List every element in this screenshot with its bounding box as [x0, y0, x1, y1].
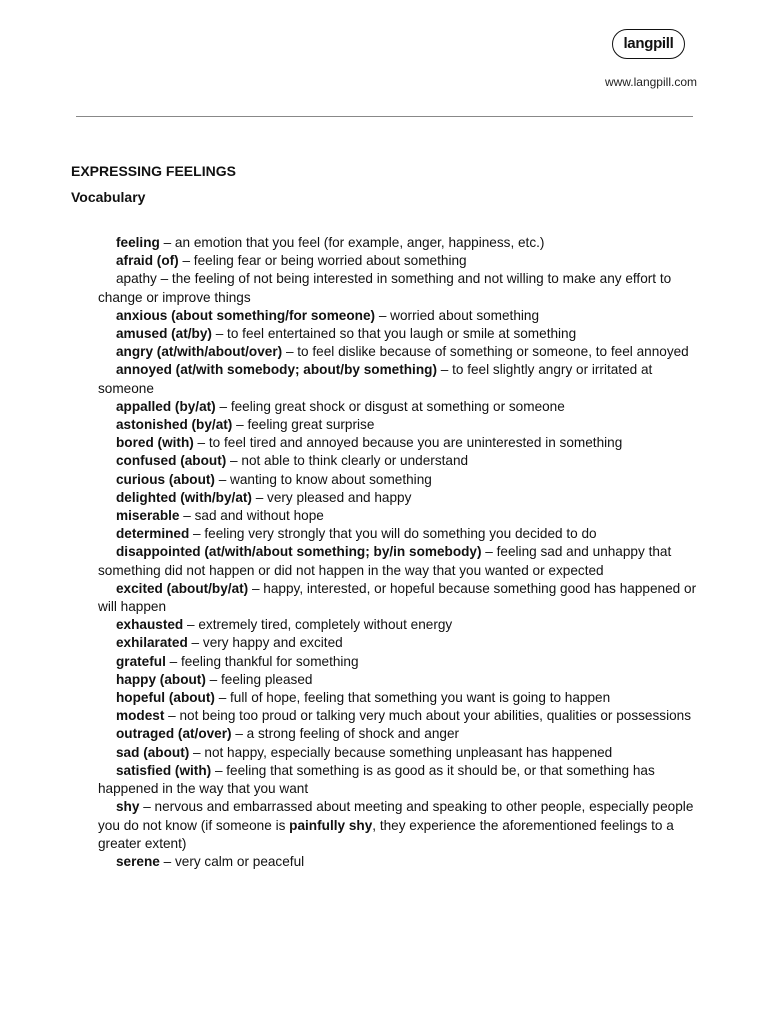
vocabulary-entry [98, 853, 698, 871]
entry-term: astonished (by/at) [116, 417, 233, 433]
vocabulary-entry [98, 762, 698, 798]
entry-term: hopeful (about) [116, 690, 215, 706]
entry-definition-continued: , they experience the aforementioned feelings to a greater extent) [98, 817, 674, 851]
entry-definition: – a strong feeling of shock and anger [231, 726, 460, 742]
vocabulary-entry [98, 361, 698, 397]
entry-term: grateful [116, 653, 166, 669]
vocabulary-list [98, 234, 698, 871]
entry-definition: – very pleased and happy [251, 489, 412, 505]
vocabulary-entry [98, 525, 698, 543]
entry-term: afraid (of) [116, 253, 179, 269]
entry-term: miserable [116, 508, 180, 524]
vocabulary-entry [98, 798, 698, 853]
entry-definition: – very happy and excited [187, 635, 343, 651]
entry-term: excited (about/by/at) [116, 580, 249, 596]
entry-term: outraged (at/over) [116, 726, 232, 742]
section-title: Vocabulary [71, 189, 146, 205]
entry-definition: – not happy, especially because something unpleasant has happened [189, 744, 613, 760]
vocabulary-entry [98, 744, 698, 762]
vocabulary-entry [98, 307, 698, 325]
entry-definition: – full of hope, feeling that something you want is going to happen [214, 690, 611, 706]
entry-term: confused (about) [116, 453, 227, 469]
vocabulary-entry [98, 689, 698, 707]
site-url: www.langpill.com [604, 75, 697, 89]
entry-definition: – wanting to know about something [214, 471, 432, 487]
vocabulary-entry [98, 252, 698, 270]
entry-term: feeling [116, 235, 160, 250]
vocabulary-entry [98, 634, 698, 652]
entry-definition: – feeling very strongly that you will do something you decided to do [189, 526, 597, 542]
vocabulary-entry [98, 416, 698, 434]
entry-definition: – very calm or peaceful [159, 853, 305, 869]
entry-definition: – to feel dislike because of something or someone, to feel annoyed [282, 344, 689, 360]
langpill-logo: langpill [612, 29, 685, 59]
document-title: EXPRESSING FEELINGS [71, 163, 236, 179]
vocabulary-entry [98, 434, 698, 452]
entry-term: determined [116, 526, 190, 542]
entry-definition: – to feel entertained so that you laugh or smile at something [211, 326, 577, 342]
entry-term: modest [116, 708, 165, 724]
entry-term: annoyed (at/with somebody; about/by something) [116, 362, 437, 378]
vocabulary-entry [98, 325, 698, 343]
entry-term: serene [116, 853, 160, 869]
vocabulary-entry [98, 707, 698, 725]
entry-definition: – feeling sad and unhappy that something did not happen or did not happen in the way that you wanted or expected [98, 544, 672, 578]
entry-definition: – an emotion that you feel (for example, anger, happiness, etc.) [159, 235, 545, 250]
entry-term: anxious (about something/for someone) [116, 307, 376, 323]
vocabulary-entry [98, 653, 698, 671]
entry-term: curious (about) [116, 471, 215, 487]
entry-definition: – nervous and embarrassed about meeting and speaking to other people, especially people you do not know (if someone is [98, 799, 694, 833]
vocabulary-entry [98, 398, 698, 416]
vocabulary-entry [98, 616, 698, 634]
vocabulary-entry [98, 452, 698, 470]
entry-term: delighted (with/by/at) [116, 489, 252, 505]
entry-definition: – extremely tired, completely without energy [183, 617, 453, 633]
entry-definition: – feeling great surprise [232, 417, 375, 433]
entry-definition: – sad and without hope [179, 508, 324, 524]
entry-term: happy (about) [116, 671, 206, 687]
entry-definition: – not being too proud or talking very much about your abilities, qualities or possessions [164, 708, 692, 724]
entry-term: appalled (by/at) [116, 398, 216, 414]
vocabulary-entry [98, 471, 698, 489]
entry-definition: – worried about something [375, 307, 540, 323]
entry-term: exhilarated [116, 635, 188, 651]
entry-definition: – not able to think clearly or understand [226, 453, 469, 469]
entry-definition: – feeling pleased [205, 671, 313, 687]
entry-definition: – to feel tired and annoyed because you are uninterested in something [193, 435, 623, 451]
entry-term-emphasis: painfully shy [289, 817, 373, 833]
entry-definition: – to feel slightly angry or irritated at someone [98, 362, 653, 396]
vocabulary-entry [98, 580, 698, 616]
vocabulary-entry [98, 489, 698, 507]
entry-term: sad (about) [116, 744, 190, 760]
entry-term: satisfied (with) [116, 762, 212, 778]
entry-term: disappointed (at/with/about something; by/in somebody) [116, 544, 482, 560]
entry-term: amused (at/by) [116, 326, 212, 342]
vocabulary-entry [98, 234, 698, 252]
entry-term: angry (at/with/about/over) [116, 344, 283, 360]
vocabulary-entry [98, 543, 698, 579]
vocabulary-entry [98, 343, 698, 361]
entry-definition: – feeling great shock or disgust at something or someone [215, 398, 565, 414]
vocabulary-entry [98, 725, 698, 743]
entry-definition: apathy – the feeling of not being interested in something and not willing to make any effort to change or improve things [98, 271, 672, 305]
entry-definition: – feeling fear or being worried about something [178, 253, 467, 269]
entry-term: exhausted [116, 617, 184, 633]
vocabulary-entry [98, 270, 698, 306]
entry-term: shy [116, 799, 140, 815]
entry-definition: – happy, interested, or hopeful because something good has happened or will happen [98, 580, 697, 615]
entry-definition: – feeling that something is as good as it should be, or that something has happened in the way that you want [98, 762, 655, 797]
entry-term: bored (with) [116, 435, 194, 451]
entry-definition: – feeling thankful for something [165, 653, 359, 669]
vocabulary-entry [98, 507, 698, 525]
vocabulary-entry [98, 671, 698, 689]
header-divider [76, 116, 693, 117]
